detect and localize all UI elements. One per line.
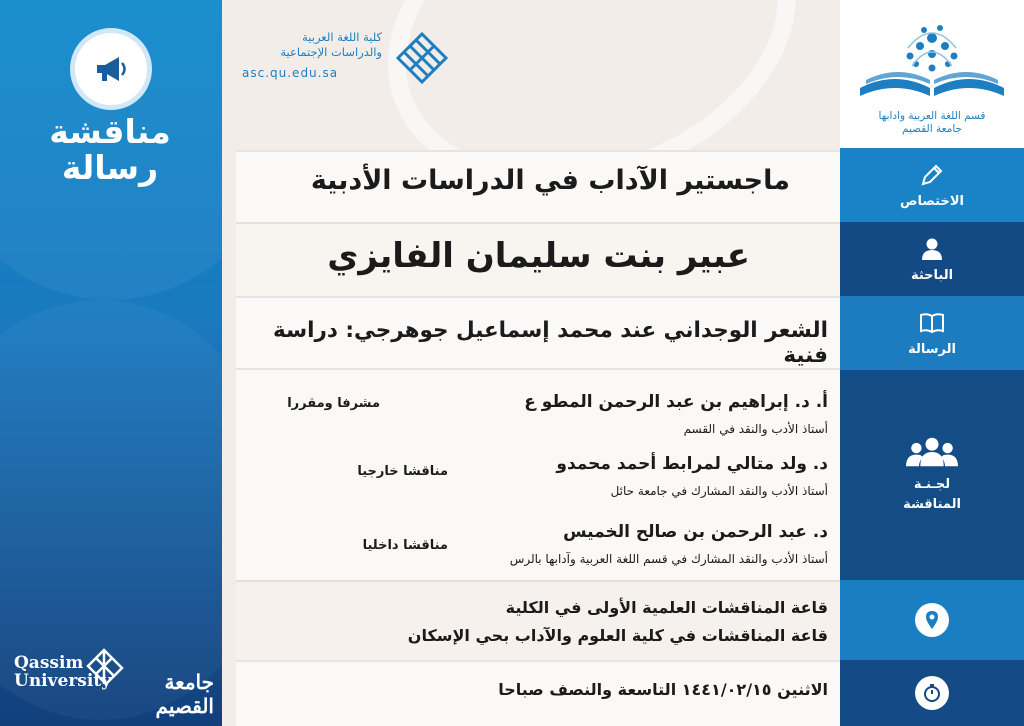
researcher-section <box>840 222 1024 296</box>
content-text-layer <box>222 0 840 726</box>
researcher-label: الباحثة <box>910 267 954 283</box>
pencil-icon <box>919 162 945 188</box>
college-name: كلية اللغة العربية والدراسات الإجتماعية <box>280 30 382 59</box>
qassim-university-logo <box>14 646 214 718</box>
specialization-label: الاختصاص <box>900 193 964 209</box>
venue-line2: قاعة المناقشات في كلية العلوم والآداب بحي الإسكان <box>407 626 828 645</box>
degree-title: ماجستير الآداب في الدراسات الأدبية <box>310 165 790 196</box>
thesis-section <box>840 296 1024 370</box>
specialization-section <box>840 148 1024 222</box>
stopwatch-icon <box>922 683 942 703</box>
venue-line1: قاعة المناقشات العلمية الأولى في الكلية <box>505 598 828 617</box>
thesis-label: الرسالة <box>908 341 956 357</box>
committee-member-role: مناقشا خارجيا <box>357 464 448 479</box>
megaphone-icon <box>91 49 131 89</box>
researcher-name: عبير بنت سليمان الفايزي <box>327 236 750 276</box>
committee-section <box>840 370 1024 580</box>
book-icon <box>919 310 945 336</box>
datetime-section <box>840 660 1024 726</box>
left-panel <box>0 0 222 726</box>
committee-member-position: أستاذ الأدب والنقد المشارك في قسم اللغة العربية وآدابها بالرس <box>509 552 828 566</box>
department-logo <box>850 18 1014 144</box>
department-name: قسم اللغة العربية وادابها جامعة القصيم <box>878 110 986 135</box>
thesis-title: الشعر الوجداني عند محمد إسماعيل جوهرجي: دراسة فنية <box>272 318 828 368</box>
committee-member-role: مشرفا ومقررا <box>287 396 380 411</box>
committee-member-name: د. عبد الرحمن بن صالح الخميس <box>563 522 828 542</box>
committee-member-position: أستاذ الأدب والنقد المشارك في جامعة حائل <box>610 484 828 498</box>
clock-badge <box>915 676 949 710</box>
venue-section <box>840 580 1024 660</box>
committee-label: لجـنـة المناقشة <box>903 477 961 512</box>
committee-member-name: أ. د. إبراهيم بن عبد الرحمن المطو ع <box>524 392 828 412</box>
qassim-arabic-name: جامعة القصيم <box>155 670 214 718</box>
date-time: الاثنين ١٤٤١/٠٢/١٥ التاسعة والنصف صباحا <box>498 680 828 699</box>
committee-member-role: مناقشا داخليا <box>362 538 448 553</box>
megaphone-badge <box>70 28 152 110</box>
college-url: asc.qu.edu.sa <box>242 66 339 80</box>
committee-member-name: د. ولد متالي لمرابط أحمد محمدو <box>556 454 828 474</box>
person-icon <box>919 236 945 262</box>
group-icon <box>906 435 958 469</box>
location-badge <box>915 603 949 637</box>
right-panel <box>840 0 1024 726</box>
committee-member-position: أستاذ الأدب والنقد في القسم <box>683 422 828 436</box>
qassim-english-name: Qassim University <box>14 653 112 691</box>
discussion-title-line1: مناقشة <box>49 112 171 151</box>
open-book-logo-icon <box>850 18 1014 108</box>
discussion-title-line2: رسالة <box>61 148 159 187</box>
location-pin-icon <box>922 610 942 630</box>
